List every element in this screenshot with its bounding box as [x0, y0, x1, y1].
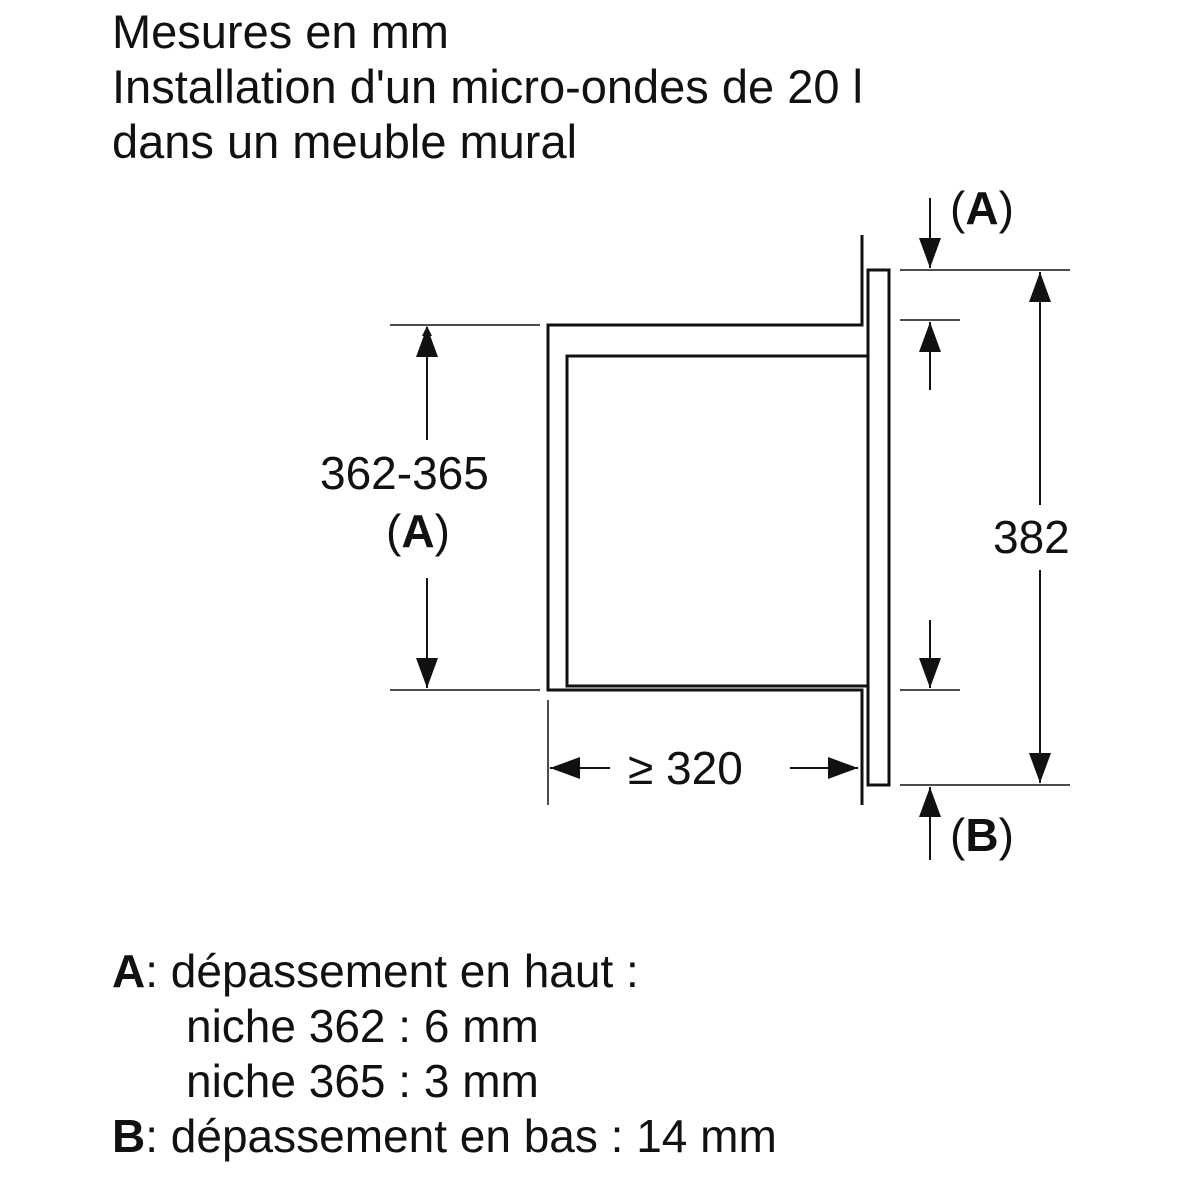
title-line-1: Mesures en mm	[112, 5, 449, 58]
bottom-overhang-label: (B)	[950, 809, 1014, 861]
legend-a: A: dépassement en haut :	[112, 945, 639, 997]
arrowhead	[416, 327, 438, 357]
title-line-3: dans un meuble mural	[112, 115, 578, 168]
arrowhead	[828, 757, 858, 779]
niche-height-note: (A)	[386, 505, 450, 557]
arrowhead	[416, 658, 438, 688]
legend-b: B: dépassement en bas : 14 mm	[112, 1110, 777, 1162]
arrowhead	[919, 787, 941, 817]
arrowhead	[919, 322, 941, 352]
arrowhead	[550, 757, 580, 779]
arrowhead	[919, 658, 941, 688]
arrowhead	[1029, 272, 1051, 302]
arrowhead	[1029, 753, 1051, 783]
cabinet-outline	[548, 235, 862, 805]
arrowhead	[919, 238, 941, 268]
niche-height-label: 362-365	[320, 447, 489, 499]
microwave-body	[567, 356, 868, 686]
depth-label: ≥ 320	[628, 742, 743, 794]
legend-a-niche-362: niche 362 : 6 mm	[186, 1000, 539, 1052]
top-overhang-label: (A)	[950, 182, 1014, 234]
microwave-front-panel	[868, 270, 889, 785]
total-height-label: 382	[993, 511, 1070, 563]
legend-a-niche-365: niche 365 : 3 mm	[186, 1055, 539, 1107]
title-line-2: Installation d'un micro-ondes de 20 l	[112, 60, 863, 113]
